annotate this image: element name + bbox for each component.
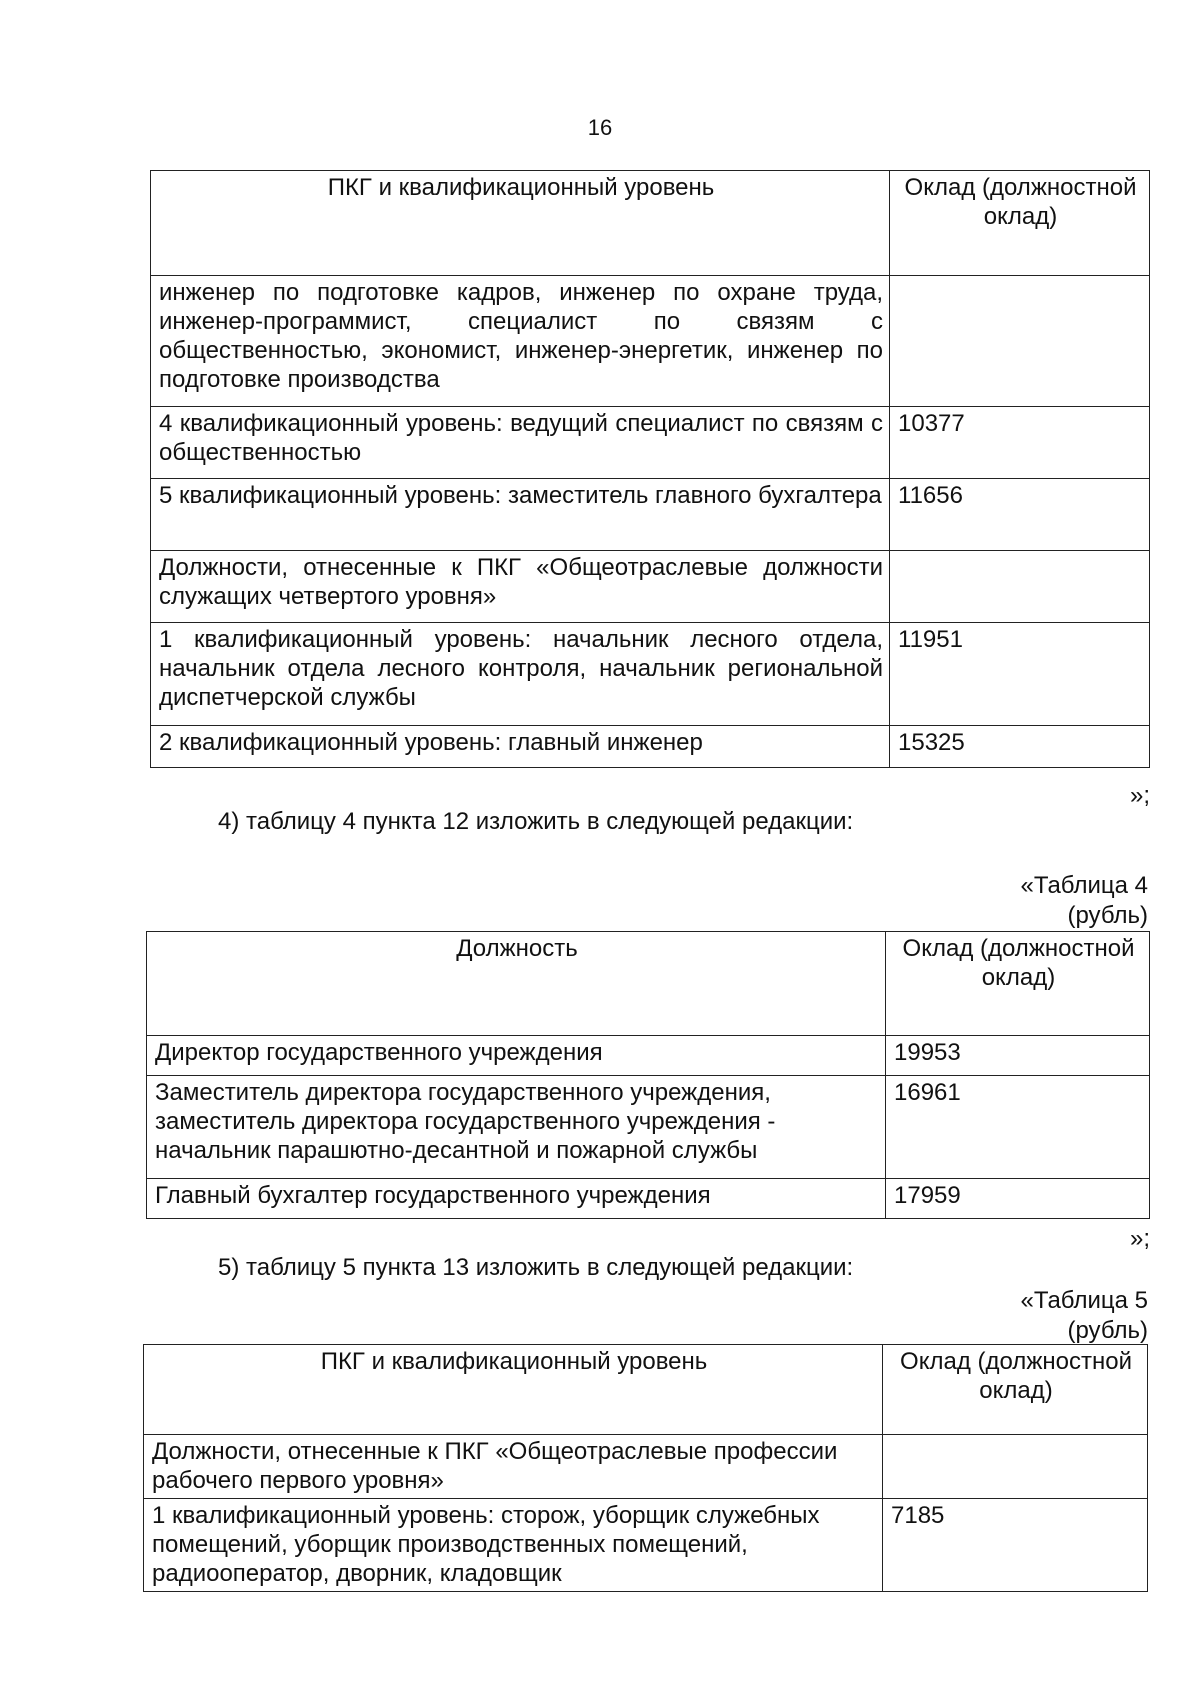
row-salary-value: 15325	[890, 726, 1150, 768]
row-salary-value: 11951	[890, 623, 1150, 726]
row-salary-value: 11656	[890, 479, 1150, 551]
header-position: Должность	[147, 932, 886, 1036]
row-position-text: Должности, отнесенные к ПКГ «Общеотраслевые профессии рабочего первого уровня»	[144, 1435, 883, 1499]
table-row	[147, 1179, 1150, 1219]
row-position-text: 5 квалификационный уровень: заместитель главного бухгалтера	[151, 479, 890, 551]
table4-closing-quote: »;	[1129, 1225, 1150, 1252]
table-row	[147, 1036, 1150, 1076]
row-salary-value	[890, 551, 1150, 623]
header-pkg-level: ПКГ и квалификационный уровень	[144, 1345, 883, 1435]
table-header-row	[147, 932, 1150, 1036]
salary-table-4	[146, 931, 1150, 1219]
row-position-text: Директор государственного учреждения	[147, 1036, 886, 1076]
table5-caption: «Таблица 5	[1020, 1287, 1148, 1314]
header-salary: Оклад (должностной оклад)	[883, 1345, 1148, 1435]
row-salary-value: 17959	[886, 1179, 1150, 1219]
table4-caption-block	[850, 871, 1148, 931]
header-pkg-level: ПКГ и квалификационный уровень	[151, 171, 890, 276]
row-salary-value: 16961	[886, 1076, 1150, 1179]
row-salary-value: 19953	[886, 1036, 1150, 1076]
table4-caption: «Таблица 4	[1020, 872, 1148, 899]
table-row	[151, 479, 1150, 551]
page-number: 16	[587, 115, 613, 140]
table-row	[151, 551, 1150, 623]
table-header-row	[151, 171, 1150, 276]
header-salary: Оклад (должностной оклад)	[886, 932, 1150, 1036]
row-salary-value	[890, 276, 1150, 407]
salary-table-5	[143, 1344, 1148, 1592]
row-position-text: 2 квалификационный уровень: главный инженер	[151, 726, 890, 768]
table-row	[151, 726, 1150, 768]
row-position-text: 1 квалификационный уровень: начальник лесного отдела, начальник отдела лесного контроля, начальник региональной диспетчерской службы	[151, 623, 890, 726]
row-salary-value: 10377	[890, 407, 1150, 479]
table-header-row	[144, 1345, 1148, 1435]
table1-closing-quote: »;	[1129, 782, 1150, 809]
table-row	[151, 623, 1150, 726]
table-row	[147, 1076, 1150, 1179]
row-position-text: 1 квалификационный уровень: сторож, уборщик служебных помещений, уборщик производственных помещений, радиооператор, дворник, кладовщик	[144, 1499, 883, 1592]
row-position-text: инженер по подготовке кадров, инженер по охране труда, инженер-программист, специалист по связям с общественностью, экономист, инженер-энергетик, инженер по подготовке производства	[151, 276, 890, 407]
instruction-table4: 4) таблицу 4 пункта 12 изложить в следующей редакции:	[218, 808, 854, 835]
row-salary-value: 7185	[883, 1499, 1148, 1592]
table5-unit: (рубль)	[1067, 1317, 1148, 1344]
row-position-text: Главный бухгалтер государственного учреждения	[147, 1179, 886, 1219]
table-row	[144, 1499, 1148, 1592]
header-salary: Оклад (должностной оклад)	[890, 171, 1150, 276]
table5-caption-block	[850, 1286, 1148, 1346]
table-row	[151, 276, 1150, 407]
instruction-table5: 5) таблицу 5 пункта 13 изложить в следующей редакции:	[218, 1254, 854, 1281]
row-position-text: 4 квалификационный уровень: ведущий специалист по связям с общественностью	[151, 407, 890, 479]
row-position-text: Заместитель директора государственного учреждения, заместитель директора государственного учреждения - начальник парашютно-десантной и пожарной службы	[147, 1076, 886, 1179]
table-row	[144, 1435, 1148, 1499]
salary-table-pkg-continued	[150, 170, 1150, 768]
table4-unit: (рубль)	[1067, 902, 1148, 929]
row-salary-value	[883, 1435, 1148, 1499]
table-row	[151, 407, 1150, 479]
row-position-text: Должности, отнесенные к ПКГ «Общеотраслевые должности служащих четвертого уровня»	[151, 551, 890, 623]
